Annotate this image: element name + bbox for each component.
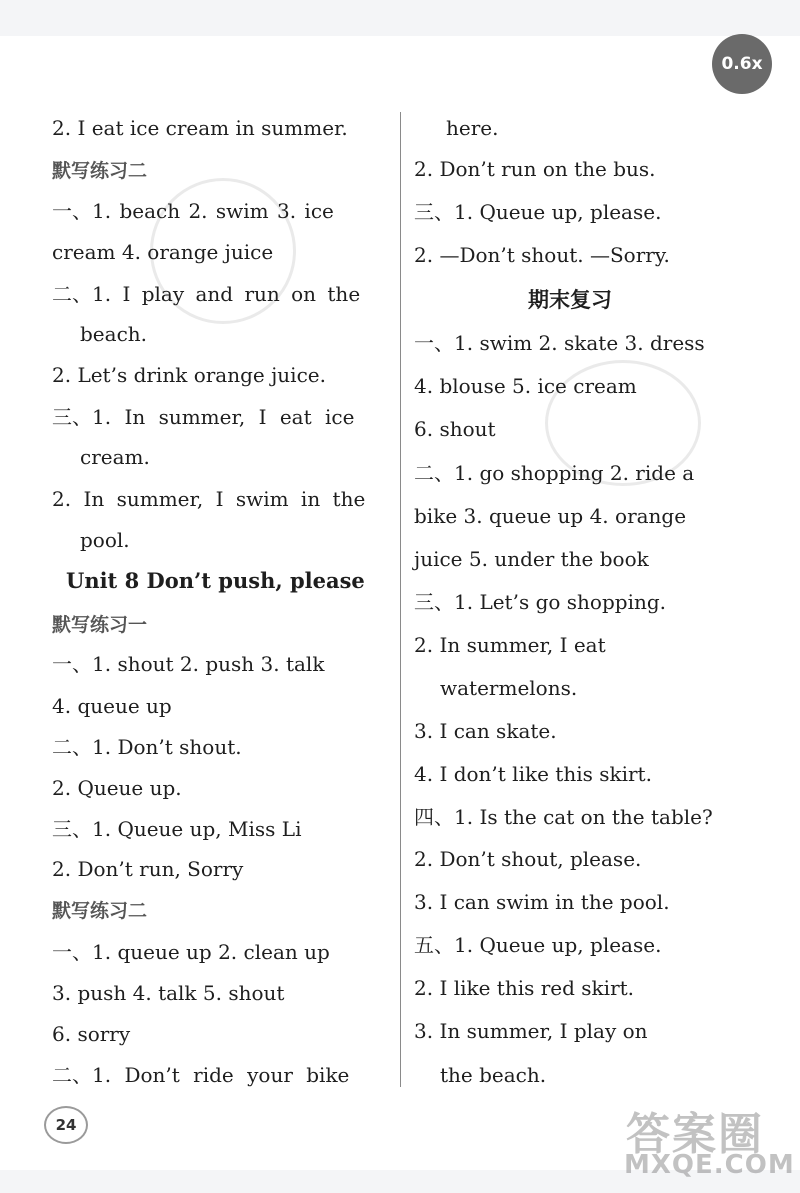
section-title: 默写练习一 — [52, 614, 148, 636]
answer-line: juice 5. under the book — [414, 547, 649, 571]
answer-line: 三、1. Let’s go shopping. — [414, 590, 667, 614]
answer-line: 一、1. queue up 2. clean up — [52, 940, 330, 964]
answer-line: 二、1. Don’t ride your bike — [52, 1063, 350, 1087]
answer-line: bike 3. queue up 4. orange — [414, 504, 687, 528]
answer-line: cream 4. orange juice — [52, 240, 274, 264]
answer-line: 三、1. Queue up, Miss Li — [52, 817, 302, 841]
answer-line: 四、1. Is the cat on the table? — [414, 805, 713, 829]
answer-line: here. — [446, 116, 499, 140]
section-title: 默写练习二 — [52, 160, 148, 182]
answer-line: cream. — [80, 445, 150, 469]
page-number: 24 — [55, 1116, 77, 1134]
answer-line: 2. Queue up. — [52, 776, 182, 800]
answer-line: 2. I like this red skirt. — [414, 976, 635, 1000]
review-heading: 期末复习 — [528, 288, 612, 312]
answer-line: 2. I eat ice cream in summer. — [52, 116, 348, 140]
answer-line: beach. — [80, 322, 148, 346]
answer-line: 6. shout — [414, 417, 496, 441]
answer-line: 三、1. In summer, I eat ice — [52, 405, 355, 429]
answer-line: 二、1. I play and run on the — [52, 282, 361, 306]
answer-line: 3. I can swim in the pool. — [414, 890, 670, 914]
answer-line: watermelons. — [440, 676, 578, 700]
answer-line: 三、1. Queue up, please. — [414, 200, 662, 224]
answer-line: 2. Let’s drink orange juice. — [52, 363, 326, 387]
answer-line: 2. In summer, I eat — [414, 633, 606, 657]
site-logo — [620, 1098, 795, 1188]
answer-line: 4. queue up — [52, 694, 172, 718]
answer-line: 五、1. Queue up, please. — [414, 933, 662, 957]
answer-line: 2. Don’t shout, please. — [414, 847, 642, 871]
answer-line: 2. —Don’t shout. —Sorry. — [414, 243, 670, 267]
answer-line: 一、1. swim 2. skate 3. dress — [414, 331, 705, 355]
playback-speed-button[interactable]: 0.6x — [712, 34, 772, 94]
answer-line: 二、1. Don’t shout. — [52, 735, 242, 759]
answer-line: 一、1. shout 2. push 3. talk — [52, 652, 325, 676]
answer-line: 6. sorry — [52, 1022, 131, 1046]
answer-line: pool. — [80, 528, 130, 552]
answer-line: 2. Don’t run on the bus. — [414, 157, 656, 181]
page-number-badge — [44, 1106, 88, 1144]
column-divider — [400, 112, 401, 1087]
viewer-top-bar — [0, 0, 800, 36]
answer-line: 一、1. beach 2. swim 3. ice — [52, 199, 334, 223]
site-logo-text: 答案圈 — [626, 1109, 764, 1160]
answer-line: 2. In summer, I swim in the — [52, 487, 366, 511]
answer-line: 3. push 4. talk 5. shout — [52, 981, 285, 1005]
answer-line: 二、1. go shopping 2. ride a — [414, 461, 695, 485]
answer-line: 4. I don’t like this skirt. — [414, 762, 652, 786]
unit-heading: Unit 8 Don’t push, please — [66, 568, 365, 593]
answer-line: 3. In summer, I play on — [414, 1019, 648, 1043]
section-title: 默写练习二 — [52, 900, 148, 922]
site-logo-url: MXQE.COM — [624, 1150, 795, 1180]
answer-line: 3. I can skate. — [414, 719, 557, 743]
answer-line: 2. Don’t run, Sorry — [52, 857, 244, 881]
answer-line: 4. blouse 5. ice cream — [414, 374, 637, 398]
answer-line: the beach. — [440, 1063, 547, 1087]
